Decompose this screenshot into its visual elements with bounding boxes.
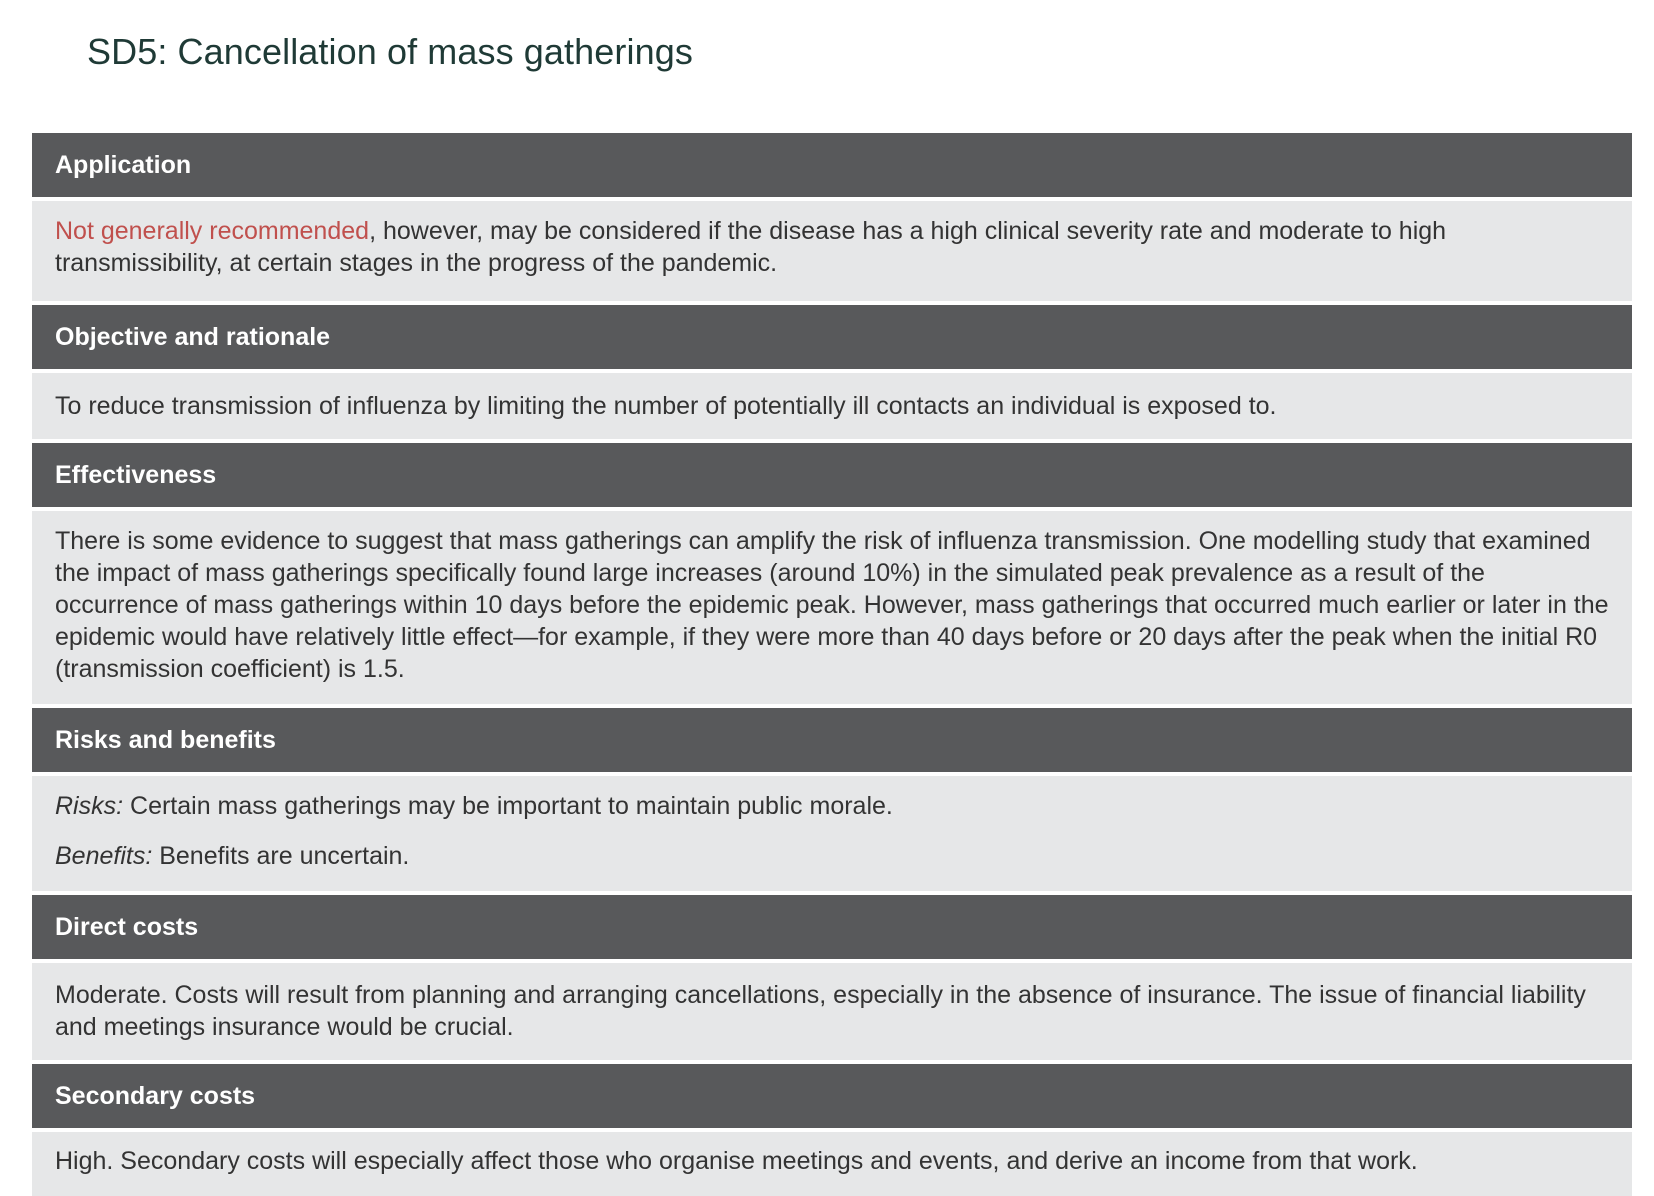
section-body-risks [32,776,1632,891]
measure-table [32,133,1632,1196]
benefits-detail: Benefits are uncertain. [152,842,410,870]
recommendation-status: Not generally recommended [55,217,370,245]
section-header-secondary-costs [32,1064,1632,1128]
application-detail: , however, may be considered if the disease has a high clinical severity rate and moderate to high transmissibility, at certain stages in the progress of the pandemic. [55,217,1447,277]
section-header-application [32,133,1632,197]
risks-text [55,790,1609,822]
application-text [55,215,1609,279]
section-body-effectiveness [32,511,1632,704]
section-heading: Application [55,150,192,179]
section-header-risks [32,708,1632,772]
section-heading: Effectiveness [55,460,217,489]
section-header-effectiveness [32,443,1632,507]
section-heading: Risks and benefits [55,725,276,754]
direct-costs-text: Moderate. Costs will result from planning and arranging cancellations, especially in the absence of insurance. The issue of financial liability and meetings insurance would be crucial. [55,981,1586,1041]
page-title: SD5: Cancellation of mass gatherings [87,31,693,72]
section-heading: Objective and rationale [55,322,331,351]
section-body-secondary-costs [32,1132,1632,1196]
section-body-objective [32,373,1632,439]
section-heading: Direct costs [55,912,199,941]
objective-text: To reduce transmission of influenza by limiting the number of potentially ill contacts an individual is exposed to. [55,392,1277,420]
risks-detail: Certain mass gatherings may be important to maintain public morale. [123,792,893,820]
section-header-direct-costs [32,895,1632,959]
benefits-text [55,840,1609,872]
effectiveness-text: There is some evidence to suggest that mass gatherings can amplify the risk of influenza transmission. One modelling study that examined the impact of mass gatherings specifically found large increases (around 10%) in the simulated peak prevalence as a result of the occurrence of mass gatherings within 10 days before the epidemic peak. However, mass gatherings that occurred much earlier or later in the epidemic would have relatively little effect—for example, if they were more than 40 days before or 20 days after the peak when the initial R0 (transmission coefficient) is 1.5. [55,527,1609,683]
secondary-costs-text: High. Secondary costs will especially affect those who organise meetings and events, and derive an income from that work. [55,1147,1418,1175]
section-heading: Secondary costs [55,1081,256,1110]
risks-label: Risks: [55,792,124,820]
benefits-label: Benefits: [55,842,153,870]
section-body-application [32,201,1632,301]
section-body-direct-costs [32,963,1632,1060]
section-header-objective [32,305,1632,369]
